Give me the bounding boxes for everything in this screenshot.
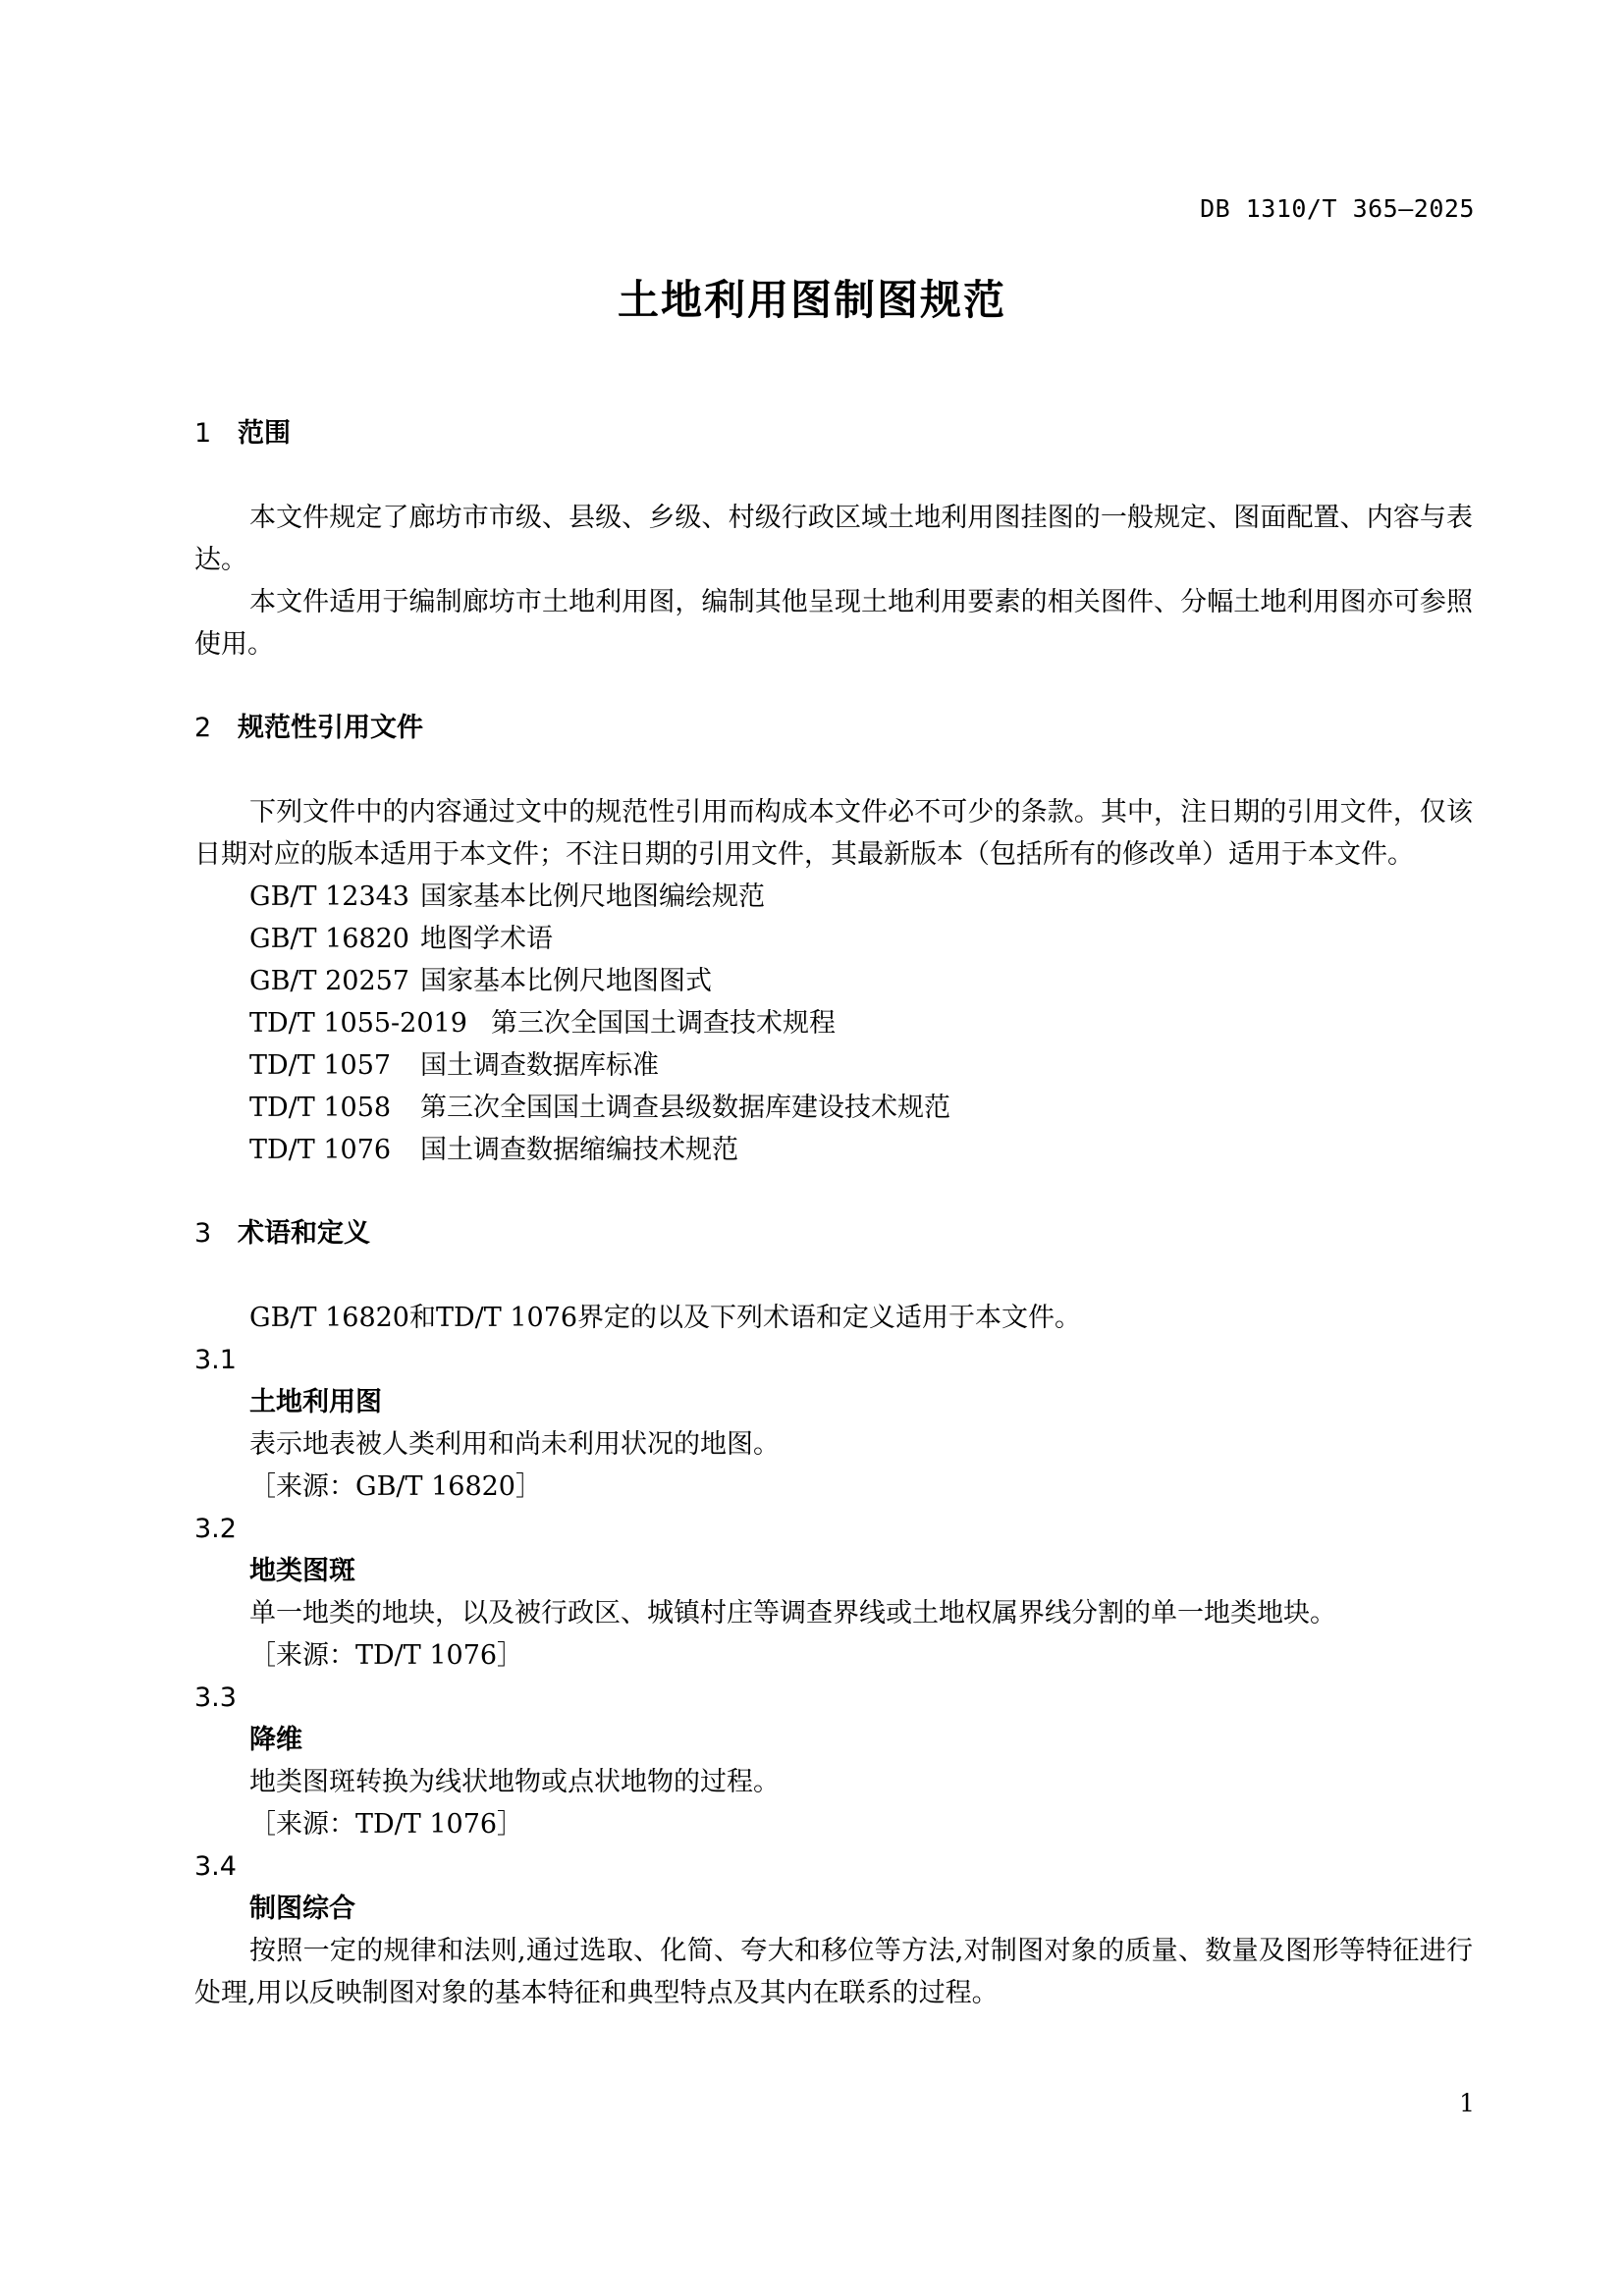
reference-item — [194, 1044, 1473, 1087]
section-2-heading — [194, 707, 1473, 749]
term-number: 3.1 — [194, 1345, 237, 1375]
term-source: ［来源：TD/T 1076］ — [249, 1640, 524, 1671]
paragraph: 下列文件中的内容通过文中的规范性引用而构成本文件必不可少的条款。其中，注日期的引用文件，仅该日期对应的版本适用于本文件；不注日期的引用文件，其最新版本（包括所有的修改单）适用于本文件。 — [194, 797, 1473, 870]
reference-item — [194, 876, 1473, 918]
reference-item — [194, 960, 1473, 1002]
reference-item — [194, 918, 1473, 960]
term-name: 制图综合 — [249, 1894, 355, 1924]
reference-title: 第三次全国国土调查技术规程 — [491, 1008, 836, 1039]
section-number: 3 — [194, 1218, 212, 1249]
section-title: 规范性引用文件 — [238, 713, 423, 743]
term-number: 3.3 — [194, 1682, 237, 1713]
paragraph: GB/T 16820和TD/T 1076界定的以及下列术语和定义适用于本文件。 — [249, 1303, 1082, 1333]
reference-title: 地图学术语 — [420, 924, 553, 954]
reference-code: GB/T 16820 — [249, 924, 409, 954]
reference-title: 国土调查数据缩编技术规范 — [420, 1135, 738, 1165]
term-definition: 表示地表被人类利用和尚未利用状况的地图。 — [249, 1429, 780, 1460]
reference-title: 国土调查数据库标准 — [420, 1050, 659, 1081]
term-number: 3.2 — [194, 1514, 237, 1544]
document-title: 土地利用图制图规范 — [617, 276, 1006, 324]
reference-item — [194, 1129, 1473, 1171]
reference-item — [194, 1087, 1473, 1129]
section-title: 范围 — [238, 418, 291, 449]
section-number: 1 — [194, 418, 212, 449]
reference-code: TD/T 1057 — [249, 1050, 392, 1081]
reference-code: TD/T 1058 — [249, 1093, 392, 1123]
section-title: 术语和定义 — [238, 1218, 370, 1249]
standard-code: DB 1310/T 365—2025 — [1200, 194, 1475, 223]
reference-code: TD/T 1055-2019 — [249, 1008, 467, 1039]
section-number: 2 — [194, 713, 212, 743]
reference-title: 国家基本比例尺地图编绘规范 — [420, 881, 765, 912]
reference-code: GB/T 12343 — [249, 881, 409, 912]
section-1-heading — [194, 412, 1473, 454]
paragraph: 本文件规定了廊坊市市级、县级、乡级、村级行政区域土地利用图挂图的一般规定、图面配置、内容与表达。 — [194, 503, 1473, 575]
document-body — [194, 412, 1473, 2014]
term-name: 土地利用图 — [249, 1387, 382, 1417]
reference-item — [194, 1002, 1473, 1044]
section-3-heading — [194, 1212, 1473, 1255]
paragraph: 本文件适用于编制廊坊市土地利用图，编制其他呈现土地利用要素的相关图件、分幅土地利用图亦可参照使用。 — [194, 587, 1473, 660]
term-definition: 地类图斑转换为线状地物或点状地物的过程。 — [249, 1767, 780, 1797]
reference-code: GB/T 20257 — [249, 966, 409, 996]
term-definition: 单一地类的地块，以及被行政区、城镇村庄等调查界线或土地权属界线分割的单一地类地块。 — [249, 1598, 1336, 1629]
reference-title: 第三次全国国土调查县级数据库建设技术规范 — [420, 1093, 950, 1123]
page-number: 1 — [1459, 2089, 1475, 2117]
term-source: ［来源：TD/T 1076］ — [249, 1809, 524, 1840]
reference-title: 国家基本比例尺地图图式 — [420, 966, 712, 996]
term-source: ［来源：GB/T 16820］ — [249, 1471, 542, 1502]
term-number: 3.4 — [194, 1851, 237, 1882]
term-name: 降维 — [249, 1725, 302, 1755]
reference-code: TD/T 1076 — [249, 1135, 392, 1165]
term-name: 地类图斑 — [249, 1556, 355, 1586]
term-definition: 按照一定的规律和法则,通过选取、化简、夸大和移位等方法,对制图对象的质量、数量及图形等特征进行处理,用以反映制图对象的基本特征和典型特点及其内在联系的过程。 — [194, 1936, 1473, 2008]
